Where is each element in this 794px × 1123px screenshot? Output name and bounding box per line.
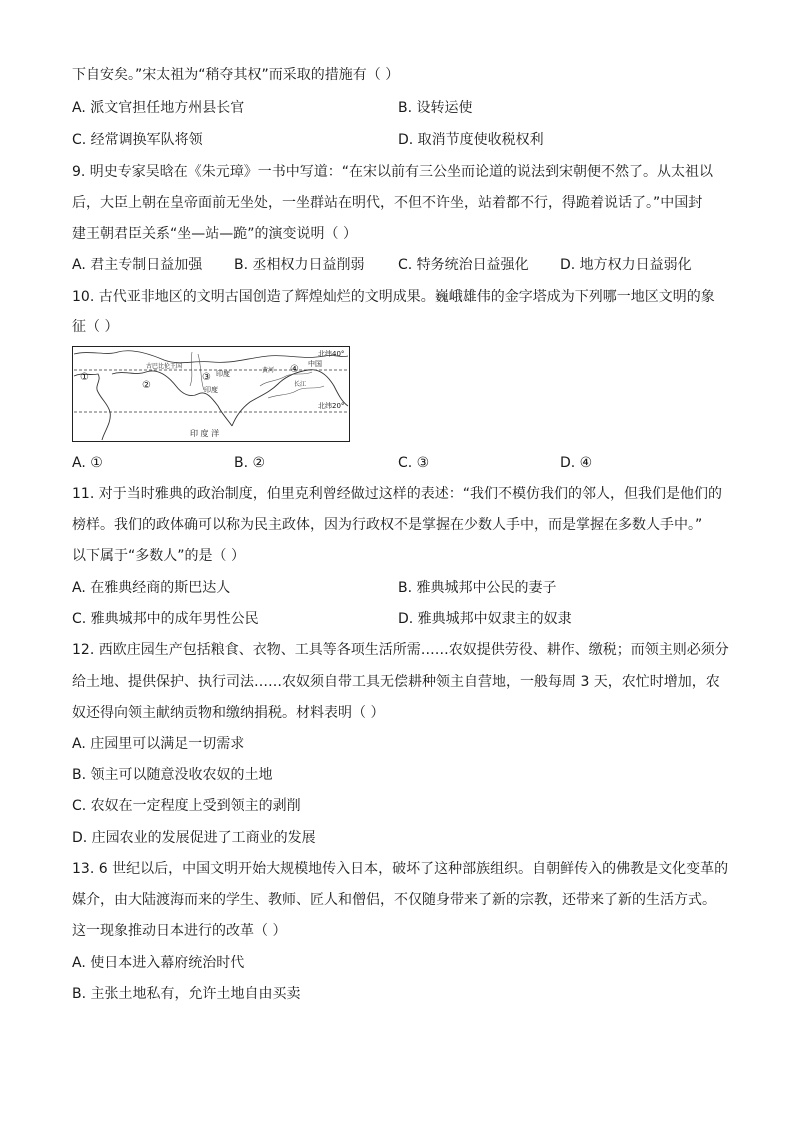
marker-1: ① — [80, 372, 89, 383]
q9-stem-line: 9. 明史专家吴晗在《朱元璋》一书中写道：“在宋以前有三公坐而论道的说法到宋朝便不然了。从太祖以 — [72, 164, 714, 180]
label-n20: 北纬20° — [318, 402, 345, 410]
marker-2: ② — [142, 380, 151, 391]
q9-option-b[interactable]: B. 丞相权力日益削弱 — [234, 257, 365, 273]
label-china: 中国 — [308, 360, 322, 368]
q9-option-a[interactable]: A. 君主专制日益加强 — [72, 257, 203, 273]
q8-stem-tail: 下自安矣。”宋太祖为“稍夺其权”而采取的措施有（ ） — [72, 67, 400, 83]
label-babylon: 古巴比伦王国 — [146, 363, 183, 370]
q12-option-a[interactable]: A. 庄园里可以满足一切需求 — [72, 736, 245, 752]
q11-option-d[interactable]: D. 雅典城邦中奴隶主的奴隶 — [398, 611, 572, 627]
q13-stem-line: 这一现象推动日本进行的改革（ ） — [72, 923, 287, 939]
q8-option-a[interactable]: A. 派文官担任地方州县长官 — [72, 100, 245, 116]
q9-stem-line: 建王朝君臣关系“坐—站—跪”的演变说明（ ） — [72, 226, 357, 242]
q8-option-c[interactable]: C. 经常调换军队将领 — [72, 132, 203, 148]
q10-option-b[interactable]: B. ② — [234, 455, 266, 471]
q8-option-b[interactable]: B. 设转运使 — [398, 100, 473, 116]
q11-stem-line: 以下属于“多数人”的是（ ） — [72, 548, 245, 564]
q12-stem-line: 奴还得向领主献纳贡物和缴纳捐税。材料表明（ ） — [72, 705, 385, 721]
q12-option-d[interactable]: D. 庄园农业的发展促进了工商业的发展 — [72, 830, 316, 846]
q8-option-d[interactable]: D. 取消节度使收税权利 — [398, 132, 544, 148]
q12-stem-line: 给土地、提供保护、执行司法……农奴须自带工具无偿耕种领主自营地，一般每周 3 天，农忙时增加，农 — [72, 674, 720, 690]
q11-option-c[interactable]: C. 雅典城邦中的成年男性公民 — [72, 611, 259, 627]
q11-option-a[interactable]: A. 在雅典经商的斯巴达人 — [72, 580, 231, 596]
label-yindu: 印度 — [204, 386, 218, 394]
q10-option-a[interactable]: A. ① — [72, 455, 103, 471]
marker-4: ④ — [290, 364, 299, 375]
label-india: 印度 — [216, 370, 230, 378]
q13-option-a[interactable]: A. 使日本进入幕府统治时代 — [72, 955, 245, 971]
label-n40: 北纬40° — [318, 350, 345, 358]
q9-stem-line: 后，大臣上朝在皇帝面前无坐处，一坐群站在明代，不但不许坐，站着都不行，得跪着说话了。”中国封 — [72, 195, 703, 211]
label-huanghe: 黄河 — [262, 367, 275, 374]
label-indian-ocean: 印 度 洋 — [190, 429, 220, 438]
q11-stem-line: 11. 对于当时雅典的政治制度，伯里克利曾经做过这样的表述：“我们不模仿我们的邻人，但我们是他们的 — [72, 486, 722, 502]
marker-3: ③ — [202, 372, 211, 383]
q13-stem-line: 媒介，由大陆渡海而来的学生、教师、匠人和僧侣，不仅随身带来了新的宗教，还带来了新的生活方式。 — [72, 892, 716, 908]
q12-option-b[interactable]: B. 领主可以随意没收农奴的土地 — [72, 767, 273, 783]
label-changjiang: 长江 — [294, 381, 307, 388]
q12-stem-line: 12. 西欧庄园生产包括粮食、衣物、工具等各项生活所需……农奴提供劳役、耕作、缴税；而领主则必须分 — [72, 642, 729, 658]
q11-stem-line: 榜样。我们的政体确可以称为民主政体，因为行政权不是掌握在少数人手中，而是掌握在多数人手中。” — [72, 517, 703, 533]
q9-option-d[interactable]: D. 地方权力日益弱化 — [560, 257, 692, 273]
q9-option-c[interactable]: C. 特务统治日益强化 — [398, 257, 529, 273]
q10-option-c[interactable]: C. ③ — [398, 455, 430, 471]
q10-stem-line: 10. 古代亚非地区的文明古国创造了辉煌灿烂的文明成果。巍峨雄伟的金字塔成为下列哪一地区文明的象 — [72, 289, 715, 305]
q10-option-d[interactable]: D. ④ — [560, 455, 593, 471]
q13-option-b[interactable]: B. 主张土地私有，允许土地自由买卖 — [72, 986, 301, 1002]
ancient-civilizations-map — [72, 346, 350, 442]
q12-option-c[interactable]: C. 农奴在一定程度上受到领主的剥削 — [72, 798, 301, 814]
q10-stem-line: 征（ ） — [72, 319, 119, 335]
q11-option-b[interactable]: B. 雅典城邦中公民的妻子 — [398, 580, 557, 596]
q13-stem-line: 13. 6 世纪以后，中国文明开始大规模地传入日本，破坏了这种部族组织。自朝鲜传入的佛教是文化变革的 — [72, 861, 729, 877]
